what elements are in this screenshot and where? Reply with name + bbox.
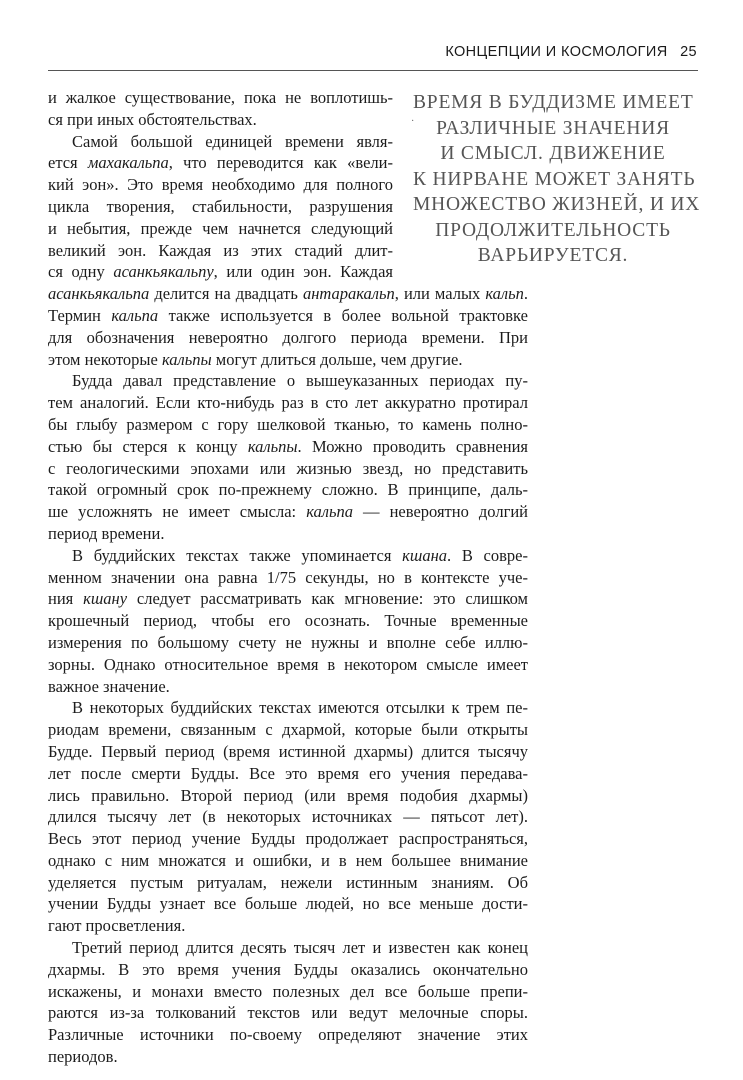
pull-quote-line: И СМЫСЛ. ДВИЖЕНИЕ [440, 143, 666, 164]
text-line: искажены, и монахи вместо полезных дел все больше препи- [48, 981, 528, 1001]
text-line: В некоторых буддийских текстах имеются отсылки к трем пе- [72, 698, 528, 718]
text-line: периодов. [48, 1047, 118, 1067]
text-line: дхармы. В это время учения Будды оказались окончательно [48, 959, 528, 979]
text-line: великий эон. Каждая из этих стадий длит- [48, 240, 393, 260]
text-line: уделяется пустым ритуалам, нежели истинным знаниям. Об [48, 872, 528, 892]
text-line: период времени. [48, 523, 165, 543]
text-line: ся одну асанкьякальпу, или один эон. Каждая [48, 262, 393, 282]
text-line: для обозначения невероятно долгого периода времени. При [48, 327, 528, 347]
page-number: 25 [680, 44, 697, 60]
text-line: кий эон». Это время необходимо для полного [48, 175, 393, 195]
text-line: менном значении она равна 1/75 секунды, но в контексте уче- [48, 567, 528, 587]
text-line: ния кшану следует рассматривать как мгновение: это слишком [48, 589, 528, 609]
bullet-dot: · [411, 116, 416, 127]
text-line: лет после смерти Будды. Все это время его учения передава- [48, 763, 528, 783]
pull-quote-line: МНОЖЕСТВО ЖИЗНЕЙ, И ИХ [413, 194, 701, 215]
text-line: Различные источники по-своему определяют значение этих [48, 1025, 528, 1045]
text-line: такой огромный срок по-прежнему сложно. В принципе, даль- [48, 480, 528, 500]
paragraph [48, 131, 528, 371]
term-kalpa: кальп [485, 284, 524, 304]
pull-quote-line: ПРОДОЛЖИТЕЛЬНОСТЬ [435, 219, 671, 241]
term-mahakalpa: махакальпа [87, 153, 169, 173]
paragraph [48, 370, 528, 544]
paragraph [48, 87, 393, 131]
pull-quote-line: К НИРВАНЕ МОЖЕТ ЗАНЯТЬ [413, 168, 696, 190]
text-line: раются из-за толкований текстов или ведут мелочные споры. [48, 1003, 528, 1023]
paragraph [48, 545, 528, 698]
running-header [445, 44, 697, 60]
paragraph [48, 697, 528, 937]
text-line: тем аналогий. Если кто-нибудь раз в сто лет аккуратно протирал [48, 393, 528, 413]
paragraph [48, 937, 528, 1068]
text-line: важное значение. [48, 676, 170, 696]
text-line: с геологическими эпохами или жизнью звезд, но представить [48, 458, 528, 478]
text-line: и небытия, прежде чем начнется следующий [48, 218, 393, 238]
text-line: измерения по большому счету не нужны и вполне себе иллю- [48, 632, 528, 652]
text-line: этом некоторые кальпы могут длиться дольше, чем другие. [48, 349, 463, 369]
text-line: крошечный период, чтобы его осознать. Точные временные [48, 611, 528, 631]
text-line: ше усложнять не имеет смысла: кальпа — невероятно долгий [48, 502, 528, 522]
text-line: стью бы стерся к концу кальпы. Можно проводить сравнения [48, 436, 528, 456]
pull-quote-line: ВАРЬИРУЕТСЯ. [477, 245, 629, 266]
header-divider [48, 70, 698, 71]
text-line: асанкьякальпа делится на двадцать антаракальп, или малых кальп. [48, 284, 528, 304]
pull-quote-line: РАЗЛИЧНЫЕ ЗНАЧЕНИЯ [436, 117, 670, 139]
text-line: Третий период длится десять тысяч лет и известен как конец [72, 938, 528, 958]
body-text [48, 87, 528, 1068]
text-line: лись правильно. Второй период (или время подобия дхармы) [48, 785, 528, 805]
text-line: цикла творения, стабильности, разрушения [48, 196, 393, 216]
text-line: зорны. Однако относительное время в некотором смысле имеет [48, 654, 528, 674]
text-line: и жалкое существование, пока не воплотишь- [48, 88, 393, 107]
text-line: В буддийских текстах также упоминается кшана. В совре- [72, 545, 528, 565]
text-line: Самой большой единицей времени явля- [72, 131, 393, 151]
term-kshana: кшана [402, 545, 448, 565]
text-line: бы глыбу размером с гору шелковой тканью, то камень полно- [48, 414, 528, 434]
term-antarakalpa: антаракальп [302, 284, 395, 304]
pull-quote-line: ВРЕМЯ В БУДДИЗМЕ ИМЕЕТ [413, 92, 694, 113]
text-line: Термин кальпа также используется в более вольной трактовке [48, 305, 528, 325]
text-line: ся при иных обстоятельствах. [48, 109, 257, 129]
text-line: учении Будды узнает все больше людей, но все меньше дости- [48, 894, 528, 914]
text-line: Весь этот период учение Будды продолжает распространяться, [48, 829, 528, 849]
text-line: Будда давал представление о вышеуказанных периодах пу- [72, 371, 528, 391]
text-line: длился тысячу лет (в некоторых источниках — пятьсот лет). [48, 807, 528, 827]
text-line: ется махакальпа, что переводится как «вели- [48, 153, 393, 173]
text-line: однако с ним множатся и ошибки, и в нем большее внимание [48, 850, 528, 870]
chapter-title: КОНЦЕПЦИИ И КОСМОЛОГИЯ [445, 44, 668, 60]
text-line: Будде. Первый период (время истинной дхармы) длится тысячу [48, 741, 528, 761]
text-line: риодам времени, связанным с дхармой, которые были открыты [48, 720, 528, 740]
term-asankyakalpa: асанкьякальпу [113, 262, 214, 282]
text-line: гают просветления. [48, 916, 186, 936]
